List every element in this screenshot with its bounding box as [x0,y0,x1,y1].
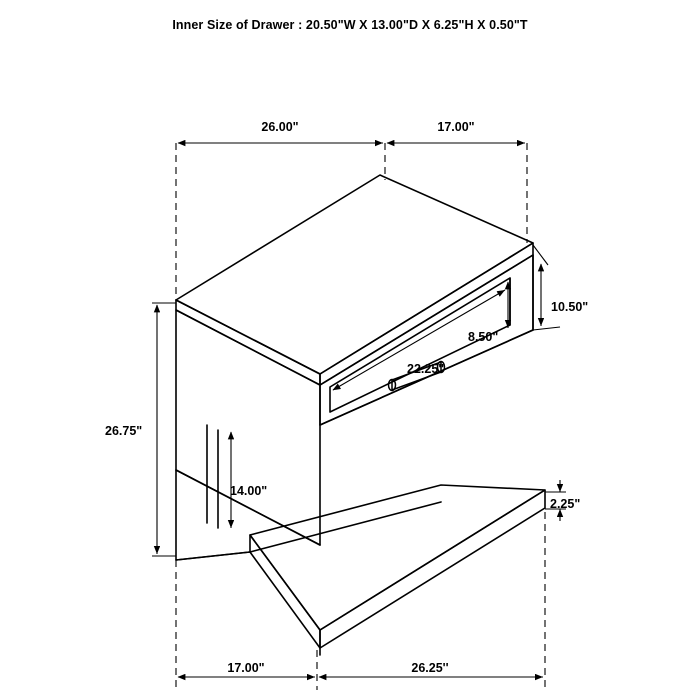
nightstand-drawing [176,175,545,655]
label-bottom-right-width: 26.25'' [411,661,449,675]
page-title: Inner Size of Drawer : 20.50"W X 13.00"D X 6.25"H X 0.50"T [172,18,528,32]
top-panel-surface [176,175,533,374]
top-panel-front-edge [176,300,320,385]
label-top-right-depth: 17.00" [437,120,475,134]
dimension-labels [105,120,588,675]
base-top-surface [250,485,545,630]
ext-right-lower [533,327,560,330]
label-drawer-face-slant: 8.50" [468,330,499,344]
label-right-side-height: 10.50" [551,300,589,314]
drawer-front-inner [330,278,510,412]
label-base-thickness: 2.25" [550,497,581,511]
case-left-side [176,310,320,545]
label-top-left-width: 26.00" [261,120,299,134]
label-bottom-left-depth: 17.00" [227,661,265,675]
ext-right-upper [533,245,548,265]
base-front-edge [250,535,320,648]
shelf-cavity-back [176,470,320,545]
dimension-lines [152,143,566,690]
label-overall-height: 26.75" [105,424,143,438]
base-left-return-2 [176,552,250,560]
label-drawer-face-width: 22.25" [407,362,445,376]
drawer-front [320,255,533,425]
label-open-shelf-height: 14.00" [230,484,268,498]
base-right-edge [320,490,545,648]
